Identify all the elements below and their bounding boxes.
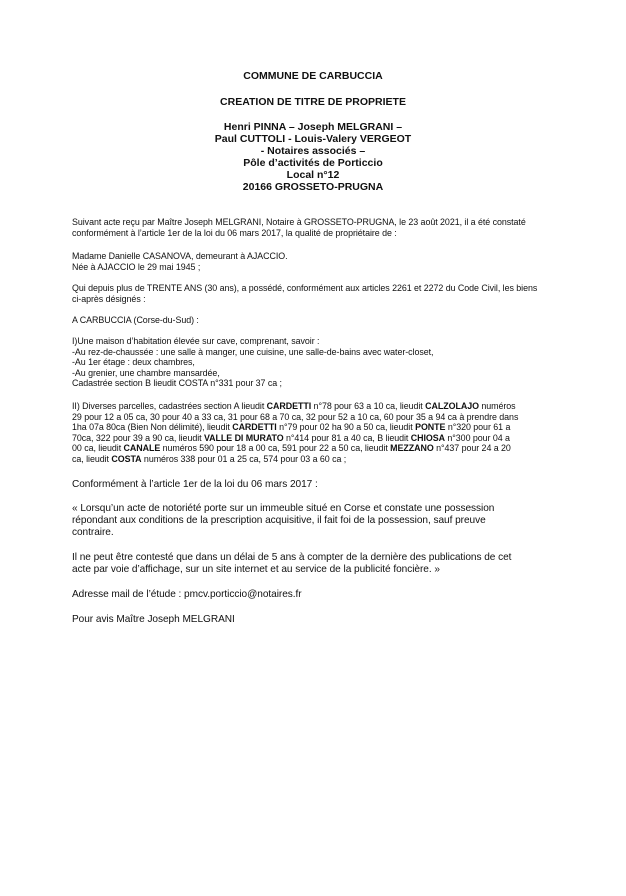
notaries-line: Henri PINNA – Joseph MELGRANI – — [223, 121, 403, 133]
text-line: « Lorsqu’un acte de notoriété porte sur un immeuble situé en Corse et constate une possession — [72, 503, 495, 514]
text-span: II) Diverses parcelles, cadastrées section A lieudit — [72, 401, 267, 411]
text-span: n°437 pour 24 a 20 — [433, 443, 511, 454]
place-name: CHIOSA — [410, 432, 445, 443]
text-line: ci-après désignés : — [72, 293, 146, 304]
text-line: -Au 1er étage : deux chambres, — [72, 357, 195, 368]
house-description — [72, 336, 558, 389]
text-line: conformément à l’article 1er de la loi du 06 mars 2017, la qualité de propriétaire de : — [72, 227, 397, 238]
location-paragraph — [72, 315, 558, 326]
text-span: 70ca, 322 pour 39 a 90 ca, lieudit — [72, 432, 204, 443]
text-span: n°300 pour 04 a — [445, 432, 510, 443]
text-line — [72, 422, 558, 433]
text-span: numéros 338 pour 01 a 25 ca, 574 pour 03 a 60 ca ; — [141, 453, 347, 464]
text-line: Cadastrée section B lieudit COSTA n°331 pour 37 ca ; — [72, 378, 282, 389]
text-line: Suivant acte reçu par Maître Joseph MELGRANI, Notaire à GROSSETO-PRUGNA, le 23 août 2021, il a été constaté — [72, 217, 526, 227]
text-line: Madame Danielle CASANOVA, demeurant à AJACCIO. — [72, 251, 288, 261]
text-line — [72, 401, 558, 412]
commune-name: COMMUNE DE CARBUCCIA — [243, 70, 383, 82]
conform-paragraph — [72, 479, 558, 491]
intro-paragraph — [72, 217, 558, 238]
text-line: -Au rez-de-chaussée : une salle à manger, une cuisine, une salle-de-bains avec water-closet, — [72, 346, 434, 357]
place-name: CARDETTI — [266, 401, 312, 411]
office-email: Adresse mail de l’étude : pmcv.porticcio@notaires.fr — [72, 589, 302, 600]
place-name: CANALE — [123, 443, 161, 454]
notaries-block — [0, 121, 626, 193]
text-span: n°79 pour 02 ha 90 a 50 ca, lieudit — [276, 422, 416, 433]
text-line: A CARBUCCIA (Corse-du-Sud) : — [72, 315, 199, 325]
text-line: 29 pour 12 a 05 ca, 30 pour 40 a 33 ca, 31 pour 68 a 70 ca, 32 pour 52 a 10 ca, 60 pour 35 a 94 ca à prendre dans — [72, 411, 519, 422]
email-paragraph — [72, 589, 558, 601]
text-line: répondant aux conditions de la prescription acquisitive, il fait foi de la possession, sauf preuve — [72, 515, 486, 527]
text-line: Il ne peut être contesté que dans un délai de 5 ans à compter de la dernière des publications de cet — [72, 552, 512, 563]
text-line: Qui depuis plus de TRENTE ANS (30 ans), a possédé, conformément aux articles 2261 et 2272 du Code Civil, les biens — [72, 283, 538, 293]
text-span: n°320 pour 61 a — [445, 422, 511, 433]
text-line: I)Une maison d’habitation élevée sur cave, comprenant, savoir : — [72, 336, 320, 346]
parcels-paragraph — [72, 401, 558, 465]
signature-text: Pour avis Maître Joseph MELGRANI — [72, 614, 235, 625]
text-line: -Au grenier, une chambre mansardée, — [72, 367, 220, 378]
text-span: ca, lieudit — [72, 453, 112, 464]
text-line — [72, 433, 558, 444]
text-span: numéros 590 pour 18 a 00 ca, 591 pour 22 a 50 ca, lieudit — [160, 443, 391, 454]
place-name: CARDETTI — [232, 422, 277, 433]
text-line — [72, 443, 558, 454]
text-span: numéros — [478, 401, 516, 411]
place-name: PONTE — [415, 422, 446, 433]
office-line: Local n°12 — [286, 169, 340, 181]
text-line: Née à AJACCIO le 29 mai 1945 ; — [72, 261, 201, 272]
text-span: n°414 pour 81 a 40 ca, B lieudit — [283, 432, 411, 443]
place-name: CALZOLAJO — [425, 401, 479, 411]
signature-paragraph — [72, 614, 558, 626]
possession-paragraph — [72, 283, 558, 304]
text-line: contraire. — [72, 527, 114, 539]
office-line: Pôle d’activités de Porticcio — [243, 157, 383, 169]
notaries-line: Paul CUTTOLI - Louis-Valery VERGEOT — [214, 133, 412, 145]
place-name: COSTA — [111, 453, 142, 464]
notaries-line: - Notaires associés – — [260, 145, 366, 157]
contest-paragraph — [72, 552, 558, 576]
text-line — [72, 454, 558, 465]
place-name: MEZZANO — [390, 443, 434, 454]
place-name: VALLE DI MURATO — [203, 432, 284, 443]
title-text: CREATION DE TITRE DE PROPRIETE — [220, 96, 406, 108]
commune-heading — [0, 70, 626, 82]
text-line: Conformément à l’article 1er de la loi du 06 mars 2017 : — [72, 479, 318, 490]
text-line: acte par voie d’affichage, sur un site internet et au service de la publicité foncière. » — [72, 564, 440, 576]
office-line: 20166 GROSSETO-PRUGNA — [242, 181, 384, 193]
text-span: 1ha 07a 80ca (Bien Non délimité), lieudit — [72, 422, 233, 433]
document-title — [0, 96, 626, 108]
text-span: n°78 pour 63 a 10 ca, lieudit — [311, 401, 426, 411]
text-span: 00 ca, lieudit — [72, 443, 124, 454]
quote-paragraph — [72, 503, 558, 540]
owner-paragraph — [72, 251, 558, 272]
